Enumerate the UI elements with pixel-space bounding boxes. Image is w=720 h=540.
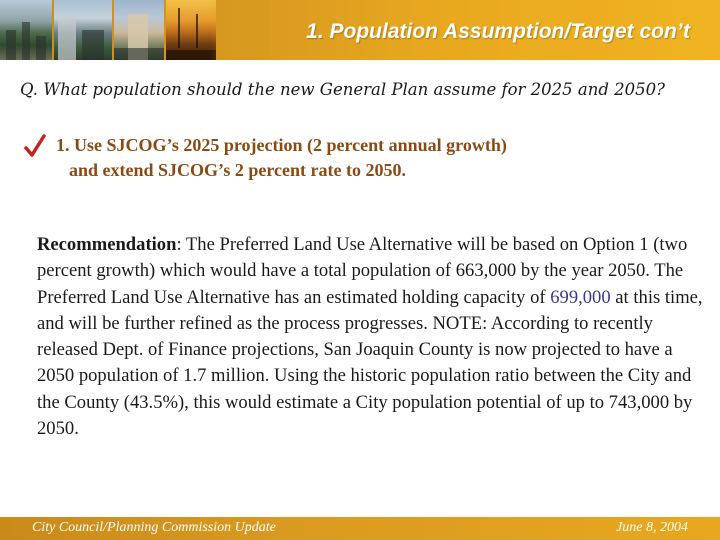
question-text: Q. What population should the new General Plan assume for 2025 and 2050? [20,80,666,99]
footer-bar [0,517,720,540]
recommendation-label: Recommendation [37,234,177,255]
header-photo-sunset-harbor [166,0,216,60]
holding-capacity-value: 699,000 [550,286,611,308]
recommendation-paragraph [37,232,705,442]
header-photo-cityscape [0,0,52,60]
header-banner [0,0,720,60]
checkmark-icon [24,133,46,159]
option-1 [56,133,676,183]
slide-title: 1. Population Assumption/Target con’t [306,20,690,43]
header-photo-tower [114,0,164,60]
option-line-1: 1. Use SJCOG’s 2025 projection (2 percent annual growth) [56,135,507,155]
footer-date: June 8, 2004 [616,520,688,535]
recommendation-text-b: at this time, and will be further refined as the process progresses. NOTE: According to recently released Dept. of Finance projections, San Joaquin County is now projected to have a 2050 population of 1.7 million. Using the historic population ratio between the City and the County (43.5%), this would estimate a City population potential of up to 743,000 by 2050. [37,286,703,440]
option-line-2: and extend SJCOG’s 2 percent rate to 2050. [69,160,406,180]
footer-presentation-name: City Council/Planning Commission Update [32,520,276,535]
header-photo-buildings [54,0,112,60]
recommendation-text-a: : The Preferred Land Use Alternative will be based on Option 1 (two percent growth) which would have a total population of 663,000 by the year 2050. The Preferred Land Use Alternative has an estimated holding capacity of [37,234,688,308]
